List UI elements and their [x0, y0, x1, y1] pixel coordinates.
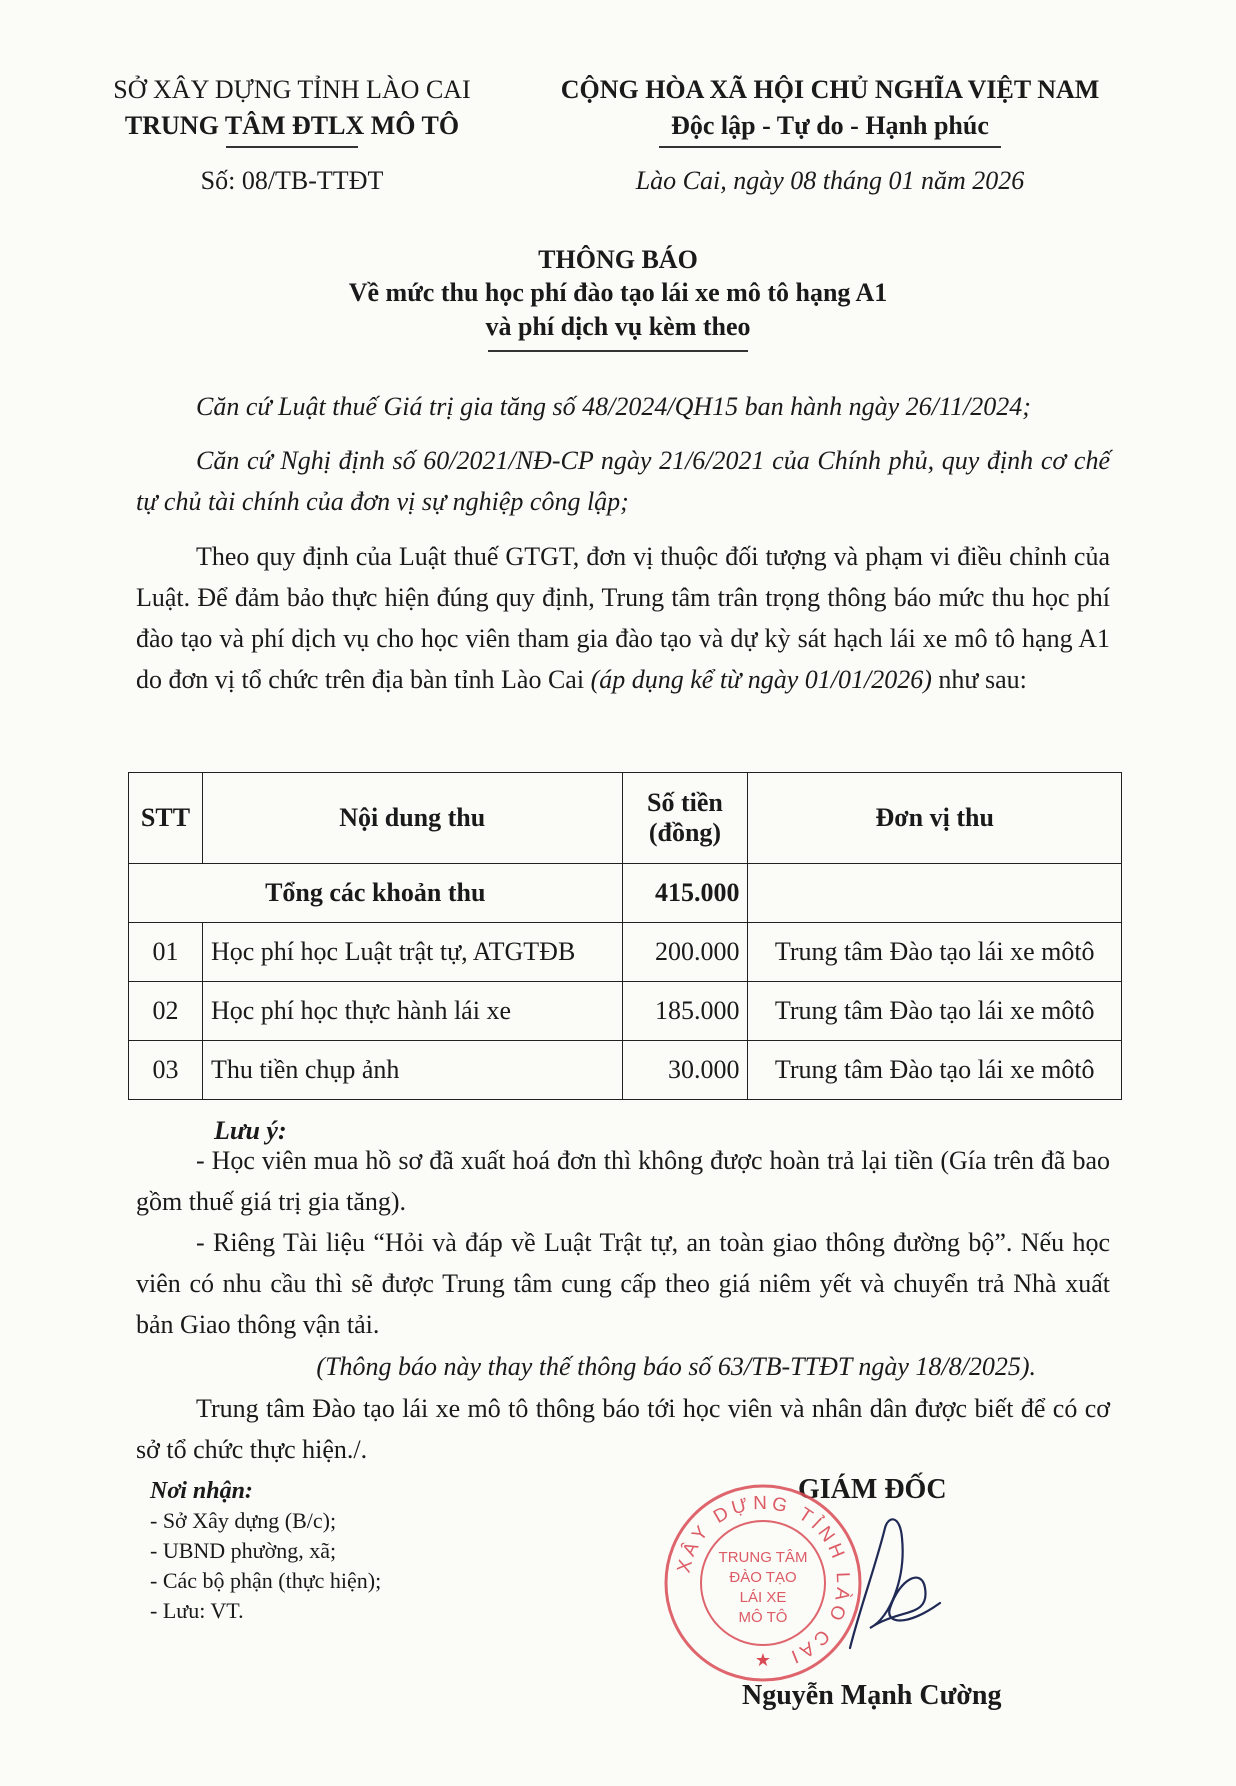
- total-amount: 415.000: [622, 864, 748, 923]
- national-header: [540, 72, 1120, 148]
- intro-text: Theo quy định của Luật thuế GTGT, đơn vị thuộc đối tượng và phạm vi điều chỉnh của Luật. Để đảm bảo thực hiện đúng quy định, Trung tâm trân trọng thông báo mức thu học phí đào tạo và phí dịch vụ cho học viên tham gia đào tạo và dự kỳ sát hạch lái xe mô tô hạng A1 do đơn vị tổ chức trên địa bàn tỉnh Lào Cai: [136, 542, 1110, 694]
- document-number: Số: 08/TB-TTĐT: [200, 166, 384, 195]
- col-header-unit: Đơn vị thu: [748, 773, 1122, 864]
- table-header-row: [129, 773, 1122, 864]
- legal-basis-2: Căn cứ Nghị định số 60/2021/NĐ-CP ngày 21/6/2021 của Chính phủ, quy định cơ chế tự chủ tài chính của đơn vị sự nghiệp công lập;: [136, 446, 1110, 516]
- row-content: Học phí học Luật trật tự, ATGTĐB: [202, 923, 622, 982]
- recipient-item: - UBND phường, xã;: [150, 1538, 337, 1563]
- org-parent: SỞ XÂY DỰNG TỈNH LÀO CAI: [113, 75, 471, 104]
- issuing-org: [92, 72, 492, 148]
- total-label: Tổng các khoản thu: [129, 864, 623, 923]
- closing-paragraph: Trung tâm Đào tạo lái xe mô tô thông báo tới học viên và nhân dân được biết để có cơ sở tổ chức thực hiện./.: [136, 1394, 1110, 1464]
- total-row: [129, 864, 1122, 923]
- signer-title: GIÁM ĐỐC: [798, 1474, 947, 1505]
- intro-effective-date: (áp dụng kể từ ngày 01/01/2026): [590, 665, 932, 694]
- row-stt: 02: [129, 982, 203, 1041]
- row-content: Thu tiền chụp ảnh: [202, 1041, 622, 1100]
- svg-text:★: ★: [754, 1650, 772, 1670]
- svg-text:MÔ TÔ: MÔ TÔ: [738, 1609, 788, 1626]
- table-row: [129, 1041, 1122, 1100]
- table-row: [129, 982, 1122, 1041]
- row-unit: Trung tâm Đào tạo lái xe môtô: [748, 923, 1122, 982]
- title-underline: [488, 350, 748, 352]
- svg-text:ĐÀO TẠO: ĐÀO TẠO: [729, 1569, 797, 1586]
- recipients-title: Nơi nhận:: [150, 1478, 253, 1504]
- title-main: THÔNG BÁO: [538, 245, 698, 274]
- fee-table: [128, 772, 1122, 1100]
- intro-paragraph: [136, 536, 1110, 700]
- row-amount: 30.000: [622, 1041, 748, 1100]
- recipient-item: - Sở Xây dựng (B/c);: [150, 1508, 337, 1533]
- row-amount: 185.000: [622, 982, 748, 1041]
- recipient-item: - Các bộ phận (thực hiện);: [150, 1568, 382, 1593]
- col-header-content: Nội dung thu: [202, 773, 622, 864]
- col-header-amount: Số tiền (đồng): [622, 773, 748, 864]
- col-header-stt: STT: [129, 773, 203, 864]
- note-2: - Riêng Tài liệu “Hỏi và đáp về Luật Trật tự, an toàn giao thông đường bộ”. Nếu học viên có nhu cầu thì sẽ được Trung tâm cung cấp theo giá niêm yết và chuyển trả Nhà xuất bản Giao thông vận tải.: [136, 1228, 1110, 1339]
- intro-end: như sau:: [931, 665, 1027, 694]
- org-underline: [226, 146, 358, 148]
- row-stt: 03: [129, 1041, 203, 1100]
- row-amount: 200.000: [622, 923, 748, 982]
- place-date: Lào Cai, ngày 08 tháng 01 năm 2026: [635, 166, 1025, 195]
- legal-basis-1: Căn cứ Luật thuế Giá trị gia tăng số 48/2024/QH15 ban hành ngày 26/11/2024;: [196, 392, 1031, 421]
- title-sub-2: và phí dịch vụ kèm theo: [485, 312, 751, 341]
- row-unit: Trung tâm Đào tạo lái xe môtô: [748, 1041, 1122, 1100]
- svg-text:LÁI XE: LÁI XE: [739, 1589, 787, 1606]
- signer-name: Nguyễn Mạnh Cường: [742, 1680, 1002, 1711]
- note-1: - Học viên mua hồ sơ đã xuất hoá đơn thì không được hoàn trả lại tiền (Gía trên đã bao gồm thuế giá trị gia tăng).: [136, 1146, 1110, 1216]
- notes-title: Lưu ý:: [214, 1116, 287, 1145]
- replacement-note: (Thông báo này thay thế thông báo số 63/TB-TTĐT ngày 18/8/2025).: [316, 1352, 1036, 1381]
- svg-text:TRUNG TÂM: TRUNG TÂM: [718, 1549, 808, 1566]
- recipients-block: [150, 1476, 381, 1626]
- nation-name: CỘNG HÒA XÃ HỘI CHỦ NGHĨA VIỆT NAM: [560, 75, 1100, 104]
- recipient-item: - Lưu: VT.: [150, 1598, 244, 1623]
- row-stt: 01: [129, 923, 203, 982]
- title-sub-1: Về mức thu học phí đào tạo lái xe mô tô hạng A1: [348, 278, 888, 307]
- total-unit: [748, 864, 1122, 923]
- motto-underline: [659, 146, 1001, 148]
- svg-text:XÂY DỰNG TỈNH LÀO CAI: XÂY DỰNG TỈNH LÀO CAI: [673, 1492, 854, 1669]
- row-content: Học phí học thực hành lái xe: [202, 982, 622, 1041]
- national-motto: Độc lập - Tự do - Hạnh phúc: [671, 111, 989, 140]
- document-title: [0, 244, 1236, 352]
- handwritten-signature: [830, 1508, 950, 1658]
- org-name: TRUNG TÂM ĐTLX MÔ TÔ: [124, 111, 460, 140]
- row-unit: Trung tâm Đào tạo lái xe môtô: [748, 982, 1122, 1041]
- table-row: [129, 923, 1122, 982]
